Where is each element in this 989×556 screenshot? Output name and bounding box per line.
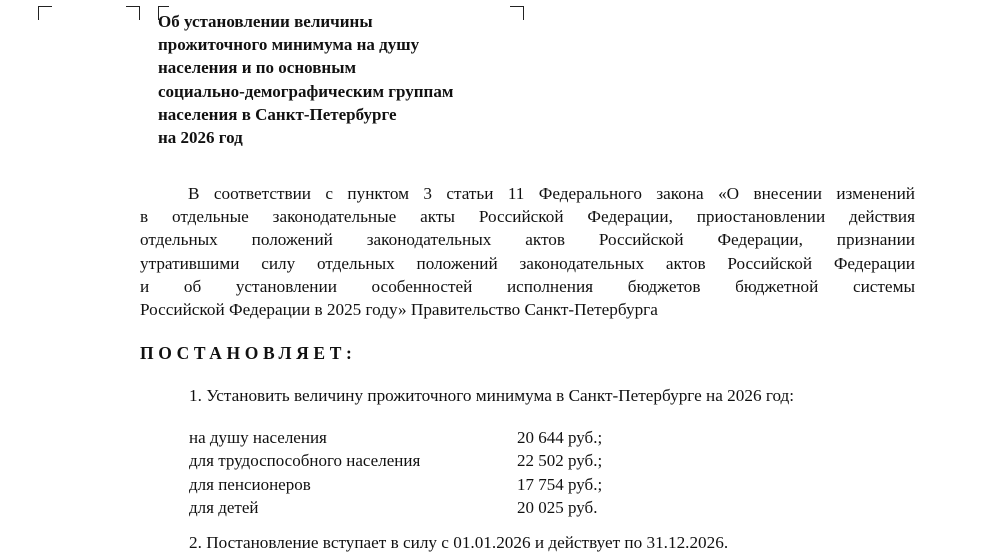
rate-row [189, 450, 602, 474]
rate-value: 20 644 руб.; [517, 427, 603, 447]
rate-row [189, 426, 602, 450]
preamble-paragraph [140, 182, 915, 321]
rate-row [189, 497, 602, 521]
subsistence-rates-list [189, 426, 602, 520]
rate-label: для детей [189, 498, 259, 518]
title-line: социально-демографическим группам [158, 81, 454, 101]
preamble-line: Российской Федерации в 2025 году» Правительство Санкт-Петербурга [140, 300, 658, 320]
title-line: населения и по основным [158, 58, 357, 78]
preamble-line: В соответствии с пунктом 3 статьи 11 Федерального закона «О внесении изменений [188, 184, 915, 203]
title-line: на 2026 год [158, 128, 243, 148]
document-title [158, 10, 453, 149]
corner-mark-title-top-right [510, 6, 524, 20]
rate-value: 20 025 руб. [517, 498, 598, 518]
corner-mark-top-right-left-block [126, 6, 140, 20]
preamble-line: отдельных положений законодательных актов Российской Федерации, признании [140, 230, 915, 250]
rate-value: 22 502 руб.; [517, 451, 603, 471]
decree-heading: ПОСТАНОВЛЯЕТ: [140, 343, 357, 363]
rate-row [189, 473, 602, 497]
corner-mark-top-left [38, 6, 52, 20]
clause-1: 1. Установить величину прожиточного минимума в Санкт-Петербурге на 2026 год: [189, 386, 795, 405]
preamble-line: в отдельные законодательные акты Российской Федерации, приостановлении действия [140, 207, 915, 227]
title-line: населения в Санкт-Петербурге [158, 104, 397, 124]
rate-label: на душу населения [189, 427, 327, 447]
preamble-line: утратившими силу отдельных положений законодательных актов Российской Федерации [140, 253, 915, 273]
title-line: Об установлении величины [158, 12, 373, 31]
preamble-line: и об установлении особенностей исполнения бюджетов бюджетной системы [140, 276, 915, 296]
rate-value: 17 754 руб.; [517, 474, 603, 494]
rate-label: для трудоспособного населения [189, 451, 421, 471]
title-line: прожиточного минимума на душу [158, 35, 420, 55]
rate-label: для пенсионеров [189, 474, 311, 494]
clause-2: 2. Постановление вступает в силу с 01.01.2026 и действует по 31.12.2026. [189, 533, 729, 552]
